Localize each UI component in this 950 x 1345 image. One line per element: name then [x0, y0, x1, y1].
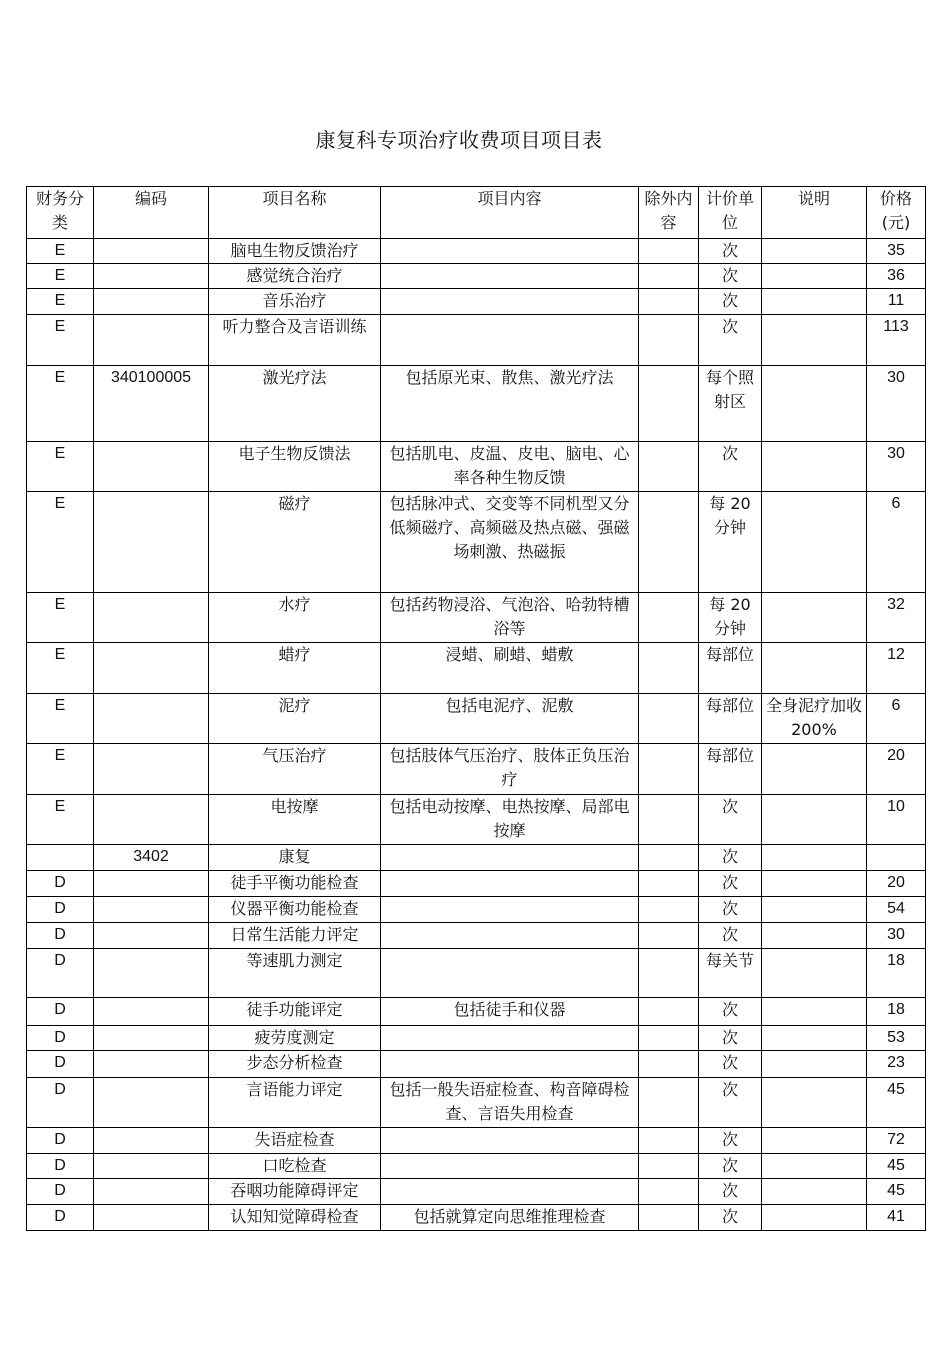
- cell-price: 45: [867, 1078, 926, 1128]
- cell-code: [94, 289, 209, 315]
- cell-category: E: [27, 442, 94, 492]
- table-row: [27, 442, 926, 492]
- cell-item-name: 泥疗: [209, 694, 381, 744]
- cell-item-name: 认知知觉障碍检查: [209, 1205, 381, 1231]
- table-row: [27, 264, 926, 289]
- cell-unit: 次: [699, 239, 762, 264]
- cell-notes: [762, 1154, 867, 1179]
- cell-category: E: [27, 643, 94, 694]
- table-row: [27, 289, 926, 315]
- cell-notes: [762, 1078, 867, 1128]
- cell-unit: 次: [699, 1026, 762, 1051]
- cell-exclusions: [639, 366, 699, 442]
- cell-exclusions: [639, 845, 699, 871]
- table-row: [27, 1051, 926, 1078]
- cell-item-content: 包括电泥疗、泥敷: [381, 694, 639, 744]
- table-row: [27, 1154, 926, 1179]
- cell-item-name: 徒手功能评定: [209, 998, 381, 1026]
- cell-unit: 次: [699, 1179, 762, 1205]
- header-notes: 说明: [762, 187, 867, 239]
- cell-item-content: [381, 264, 639, 289]
- header-item-content: 项目内容: [381, 187, 639, 239]
- cell-price: 6: [867, 694, 926, 744]
- cell-category: E: [27, 366, 94, 442]
- cell-exclusions: [639, 239, 699, 264]
- cell-code: [94, 923, 209, 949]
- fee-table: [26, 186, 926, 1231]
- cell-unit: 次: [699, 315, 762, 366]
- cell-item-content: 包括原光束、散焦、激光疗法: [381, 366, 639, 442]
- table-row: [27, 1179, 926, 1205]
- cell-category: D: [27, 1026, 94, 1051]
- cell-unit: 次: [699, 1128, 762, 1154]
- cell-category: D: [27, 1205, 94, 1231]
- cell-exclusions: [639, 1026, 699, 1051]
- cell-code: [94, 442, 209, 492]
- cell-item-content: [381, 239, 639, 264]
- header-item-name: 项目名称: [209, 187, 381, 239]
- cell-exclusions: [639, 1154, 699, 1179]
- cell-item-name: 电按摩: [209, 795, 381, 845]
- cell-code: [94, 315, 209, 366]
- table-row: [27, 315, 926, 366]
- cell-notes: [762, 1179, 867, 1205]
- cell-exclusions: [639, 923, 699, 949]
- cell-item-name: 吞咽功能障碍评定: [209, 1179, 381, 1205]
- table-row: [27, 239, 926, 264]
- cell-category: D: [27, 897, 94, 923]
- cell-code: 340100005: [94, 366, 209, 442]
- cell-category: D: [27, 1078, 94, 1128]
- cell-item-name: 脑电生物反馈治疗: [209, 239, 381, 264]
- table-row: [27, 744, 926, 795]
- cell-item-content: [381, 1154, 639, 1179]
- cell-unit: 次: [699, 1078, 762, 1128]
- table-row: [27, 643, 926, 694]
- cell-item-name: 气压治疗: [209, 744, 381, 795]
- cell-category: [27, 845, 94, 871]
- cell-exclusions: [639, 264, 699, 289]
- cell-item-name: 徒手平衡功能检查: [209, 871, 381, 897]
- cell-item-content: 包括脉冲式、交变等不同机型又分低频磁疗、高频磁及热点磁、强磁场刺激、热磁振: [381, 492, 639, 593]
- cell-item-name: 水疗: [209, 593, 381, 643]
- cell-notes: [762, 264, 867, 289]
- table-row: [27, 1205, 926, 1231]
- cell-item-content: 浸蜡、刷蜡、蜡敷: [381, 643, 639, 694]
- cell-unit: 次: [699, 923, 762, 949]
- cell-code: 3402: [94, 845, 209, 871]
- table-row: [27, 998, 926, 1026]
- cell-unit: 每 20 分钟: [699, 492, 762, 593]
- table-row: [27, 949, 926, 998]
- cell-category: D: [27, 871, 94, 897]
- cell-notes: [762, 315, 867, 366]
- cell-item-name: 听力整合及言语训练: [209, 315, 381, 366]
- cell-category: D: [27, 923, 94, 949]
- cell-notes: [762, 949, 867, 998]
- cell-unit: 每 20 分钟: [699, 593, 762, 643]
- cell-code: [94, 744, 209, 795]
- cell-unit: 次: [699, 442, 762, 492]
- table-row: [27, 694, 926, 744]
- cell-code: [94, 1128, 209, 1154]
- header-category: 财务分类: [27, 187, 94, 239]
- cell-item-content: [381, 1179, 639, 1205]
- cell-exclusions: [639, 897, 699, 923]
- cell-category: E: [27, 264, 94, 289]
- cell-item-content: [381, 1026, 639, 1051]
- cell-exclusions: [639, 1051, 699, 1078]
- header-code: 编码: [94, 187, 209, 239]
- cell-item-name: 感觉统合治疗: [209, 264, 381, 289]
- cell-exclusions: [639, 1078, 699, 1128]
- table-row: [27, 845, 926, 871]
- table-row: [27, 492, 926, 593]
- table-row: [27, 795, 926, 845]
- cell-price: 23: [867, 1051, 926, 1078]
- cell-item-content: [381, 845, 639, 871]
- cell-category: D: [27, 998, 94, 1026]
- cell-code: [94, 239, 209, 264]
- cell-code: [94, 264, 209, 289]
- cell-item-name: 口吃检查: [209, 1154, 381, 1179]
- cell-price: 10: [867, 795, 926, 845]
- cell-code: [94, 1205, 209, 1231]
- header-price: 价格(元): [867, 187, 926, 239]
- cell-notes: [762, 239, 867, 264]
- cell-notes: [762, 998, 867, 1026]
- cell-unit: 次: [699, 1051, 762, 1078]
- cell-notes: [762, 1026, 867, 1051]
- cell-exclusions: [639, 593, 699, 643]
- cell-item-content: [381, 897, 639, 923]
- cell-code: [94, 1051, 209, 1078]
- cell-item-content: 包括药物浸浴、气泡浴、哈勃特槽浴等: [381, 593, 639, 643]
- cell-item-name: 激光疗法: [209, 366, 381, 442]
- cell-notes: [762, 845, 867, 871]
- cell-item-name: 音乐治疗: [209, 289, 381, 315]
- header-exclusions: 除外内容: [639, 187, 699, 239]
- cell-notes: [762, 795, 867, 845]
- cell-price: 45: [867, 1179, 926, 1205]
- cell-item-content: [381, 1128, 639, 1154]
- cell-category: E: [27, 795, 94, 845]
- cell-notes: [762, 897, 867, 923]
- cell-notes: [762, 1128, 867, 1154]
- cell-item-content: 包括肌电、皮温、皮电、脑电、心率各种生物反馈: [381, 442, 639, 492]
- cell-price: 30: [867, 923, 926, 949]
- cell-notes: [762, 593, 867, 643]
- cell-price: 53: [867, 1026, 926, 1051]
- cell-category: E: [27, 593, 94, 643]
- cell-code: [94, 949, 209, 998]
- cell-item-name: 磁疗: [209, 492, 381, 593]
- cell-code: [94, 593, 209, 643]
- cell-exclusions: [639, 289, 699, 315]
- cell-notes: [762, 1051, 867, 1078]
- cell-category: D: [27, 1154, 94, 1179]
- table-row: [27, 1078, 926, 1128]
- cell-item-content: [381, 923, 639, 949]
- cell-price: 30: [867, 442, 926, 492]
- table-row: [27, 897, 926, 923]
- table-row: [27, 366, 926, 442]
- cell-unit: 次: [699, 264, 762, 289]
- cell-exclusions: [639, 744, 699, 795]
- cell-code: [94, 643, 209, 694]
- page-title: 康复科专项治疗收费项目项目表: [315, 128, 603, 152]
- cell-price: 54: [867, 897, 926, 923]
- cell-unit: 次: [699, 1154, 762, 1179]
- table-row: [27, 871, 926, 897]
- cell-price: 30: [867, 366, 926, 442]
- cell-price: 18: [867, 998, 926, 1026]
- cell-code: [94, 694, 209, 744]
- cell-exclusions: [639, 694, 699, 744]
- cell-notes: [762, 289, 867, 315]
- cell-exclusions: [639, 1205, 699, 1231]
- cell-category: E: [27, 315, 94, 366]
- cell-code: [94, 998, 209, 1026]
- cell-notes: [762, 492, 867, 593]
- cell-notes: [762, 923, 867, 949]
- cell-price: [867, 845, 926, 871]
- cell-code: [94, 795, 209, 845]
- cell-price: 113: [867, 315, 926, 366]
- cell-unit: 次: [699, 289, 762, 315]
- cell-item-content: 包括电动按摩、电热按摩、局部电按摩: [381, 795, 639, 845]
- cell-exclusions: [639, 643, 699, 694]
- cell-category: E: [27, 744, 94, 795]
- cell-code: [94, 492, 209, 593]
- cell-unit: 次: [699, 795, 762, 845]
- cell-price: 72: [867, 1128, 926, 1154]
- cell-notes: [762, 442, 867, 492]
- cell-item-name: 失语症检查: [209, 1128, 381, 1154]
- cell-exclusions: [639, 315, 699, 366]
- cell-price: 18: [867, 949, 926, 998]
- table-row: [27, 1026, 926, 1051]
- cell-category: D: [27, 1179, 94, 1205]
- cell-price: 41: [867, 1205, 926, 1231]
- table-row: [27, 923, 926, 949]
- cell-unit: 次: [699, 998, 762, 1026]
- header-unit: 计价单位: [699, 187, 762, 239]
- cell-unit: 次: [699, 897, 762, 923]
- cell-unit: 次: [699, 871, 762, 897]
- cell-exclusions: [639, 492, 699, 593]
- cell-item-name: 步态分析检查: [209, 1051, 381, 1078]
- cell-price: 20: [867, 744, 926, 795]
- cell-price: 12: [867, 643, 926, 694]
- cell-category: D: [27, 949, 94, 998]
- cell-category: E: [27, 239, 94, 264]
- cell-price: 36: [867, 264, 926, 289]
- cell-unit: 每关节: [699, 949, 762, 998]
- cell-notes: [762, 1205, 867, 1231]
- cell-item-content: [381, 289, 639, 315]
- cell-price: 45: [867, 1154, 926, 1179]
- cell-item-content: [381, 315, 639, 366]
- cell-item-content: [381, 871, 639, 897]
- cell-category: E: [27, 694, 94, 744]
- cell-unit: 每部位: [699, 744, 762, 795]
- cell-item-content: 包括徒手和仪器: [381, 998, 639, 1026]
- cell-item-name: 蜡疗: [209, 643, 381, 694]
- cell-unit: 每部位: [699, 643, 762, 694]
- cell-exclusions: [639, 949, 699, 998]
- cell-item-content: 包括一般失语症检查、构音障碍检查、言语失用检查: [381, 1078, 639, 1128]
- cell-item-content: [381, 949, 639, 998]
- cell-exclusions: [639, 871, 699, 897]
- cell-unit: 次: [699, 845, 762, 871]
- cell-item-name: 日常生活能力评定: [209, 923, 381, 949]
- cell-notes: [762, 366, 867, 442]
- cell-item-name: 电子生物反馈法: [209, 442, 381, 492]
- cell-code: [94, 1154, 209, 1179]
- cell-item-name: 仪器平衡功能检查: [209, 897, 381, 923]
- cell-exclusions: [639, 1179, 699, 1205]
- cell-exclusions: [639, 998, 699, 1026]
- cell-exclusions: [639, 442, 699, 492]
- cell-exclusions: [639, 795, 699, 845]
- table-row: [27, 1128, 926, 1154]
- cell-item-content: 包括就算定向思维推理检查: [381, 1205, 639, 1231]
- cell-price: 20: [867, 871, 926, 897]
- cell-notes: [762, 871, 867, 897]
- cell-item-name: 言语能力评定: [209, 1078, 381, 1128]
- cell-code: [94, 897, 209, 923]
- cell-item-name: 疲劳度测定: [209, 1026, 381, 1051]
- cell-unit: 次: [699, 1205, 762, 1231]
- cell-item-content: 包括肢体气压治疗、肢体正负压治疗: [381, 744, 639, 795]
- cell-price: 32: [867, 593, 926, 643]
- cell-code: [94, 1026, 209, 1051]
- cell-notes: [762, 643, 867, 694]
- cell-category: E: [27, 289, 94, 315]
- cell-price: 11: [867, 289, 926, 315]
- cell-code: [94, 1179, 209, 1205]
- cell-exclusions: [639, 1128, 699, 1154]
- cell-category: D: [27, 1128, 94, 1154]
- cell-category: E: [27, 492, 94, 593]
- cell-price: 6: [867, 492, 926, 593]
- cell-notes: [762, 744, 867, 795]
- cell-unit: 每部位: [699, 694, 762, 744]
- cell-code: [94, 1078, 209, 1128]
- table-header-row: [27, 187, 926, 239]
- cell-notes: 全身泥疗加收 200%: [762, 694, 867, 744]
- cell-category: D: [27, 1051, 94, 1078]
- fee-table-body: [27, 239, 926, 1231]
- table-row: [27, 593, 926, 643]
- cell-price: 35: [867, 239, 926, 264]
- cell-item-name: 康复: [209, 845, 381, 871]
- cell-item-content: [381, 1051, 639, 1078]
- cell-code: [94, 871, 209, 897]
- cell-item-name: 等速肌力测定: [209, 949, 381, 998]
- cell-unit: 每个照射区: [699, 366, 762, 442]
